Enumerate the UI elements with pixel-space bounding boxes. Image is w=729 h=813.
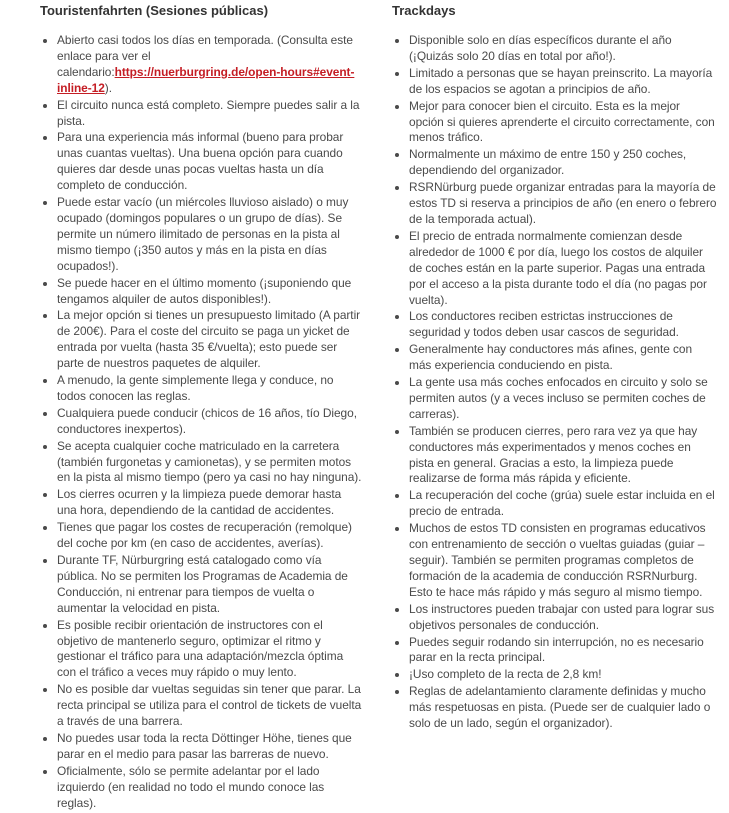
list-item: • Se puede hacer en el último momento (¡suponiendo que tengamos alquiler de autos disponibles!).: [57, 276, 362, 308]
trackdays-column: [366, 2, 729, 813]
list-item: • Se acepta cualquier coche matriculado en la carretera (también furgonetas y camionetas), y se permiten motos en la pista al mismo tiempo (pero ya casi no hay ninguna).: [57, 439, 362, 487]
list-item: • La recuperación del coche (grúa) suele estar incluida en el precio de entrada.: [409, 488, 717, 520]
list-item: • A menudo, la gente simplemente llega y conduce, no todos conocen las reglas.: [57, 373, 362, 405]
list-item: • La mejor opción si tienes un presupuesto limitado (A partir de 200€). Para el coste del circuito se paga un yicket de entrada por vuelta (hasta 35 €/vuelta); esto puede ser parte de nuestros paquetes de alquiler.: [57, 308, 362, 372]
list-item: • El circuito nunca está completo. Siempre puedes salir a la pista.: [57, 98, 362, 130]
list-item: • El precio de entrada normalmente comienzan desde alrededor de 1000 € por día, luego los costos de alquiler de coches están en la parte superior. Pagas una entrada por el acceso a la pista durante todo el día (no pagas por vuelta).: [409, 229, 717, 309]
list-item: [57, 33, 362, 97]
list-item: • Disponible solo en días específicos durante el año (¡Quizás solo 20 días en total por año!).: [409, 33, 717, 65]
list-item: • No es posible dar vueltas seguidas sin tener que parar. La recta principal se utiliza para el control de tickets de vuelta a través de una barrera.: [57, 682, 362, 730]
list-item: • ¡Uso completo de la recta de 2,8 km!: [409, 667, 717, 683]
list-item: • Durante TF, Nürburgring está catalogado como vía pública. No se permiten los Programas de Academia de Conducción, ni entrenar para tiempos de vuelta o aumentar la velocidad en pista.: [57, 553, 362, 617]
list-item: • Puede estar vacío (un miércoles lluvioso aislado) o muy ocupado (domingos populares o un grupo de días). Se permite un número ilimitado de personas en la pista al mismo tiempo (¡350 autos y más en la pista en días ocupados!).: [57, 195, 362, 275]
list-item: • Los instructores pueden trabajar con usted para lograr sus objetivos personales de conducción.: [409, 602, 717, 634]
touristenfahrten-heading: Touristenfahrten (Sesiones públicas): [40, 3, 269, 18]
list-item: • También se producen cierres, pero rara vez ya que hay conductores más experimentados y menos coches en pista en general. Gracias a esto, la limpieza puede realizarse de forma más rápida y eficiente.: [409, 424, 717, 488]
list-item: • Normalmente un máximo de entre 150 y 250 coches, dependiendo del organizador.: [409, 147, 717, 179]
list-item: • Cualquiera puede conducir (chicos de 16 años, tío Diego, conductores inexpertos).: [57, 406, 362, 438]
calendar-link[interactable]: https://nuerburgring.de/open-hours#event-inline-12: [57, 64, 355, 95]
touristenfahrten-list: [40, 33, 362, 812]
trackdays-heading: Trackdays: [392, 3, 456, 18]
list-item: • RSRNürburg puede organizar entradas para la mayoría de estos TD si reserva a principios de año (en enero o febrero de la temporada actual).: [409, 180, 717, 228]
touristenfahrten-column: [0, 2, 366, 813]
list-item: • Puedes seguir rodando sin interrupción, no es necesario parar en la recta principal.: [409, 635, 717, 667]
calendar-item-after: ).: [104, 80, 112, 95]
list-item: • Es posible recibir orientación de instructores con el objetivo de mantenerlo seguro, optimizar el ritmo y gestionar el tráfico para una adaptación/mezcla óptima con el tráfico a veces muy rápido o muy lento.: [57, 618, 362, 682]
list-item: • Limitado a personas que se hayan preinscrito. La mayoría de los espacios se agotan a principios de año.: [409, 66, 717, 98]
list-item: • Tienes que pagar los costes de recuperación (remolque) del coche por km (en caso de accidentes, averías).: [57, 520, 362, 552]
list-item: • Para una experiencia más informal (bueno para probar unas cuantas vueltas). Una buena opción para cuando quieres dar desde unas pocas vueltas hasta un día completo de conducción.: [57, 130, 362, 194]
list-item: • Oficialmente, sólo se permite adelantar por el lado izquierdo (en realidad no todo el mundo conoce las reglas).: [57, 764, 362, 812]
list-item: • Mejor para conocer bien el circuito. Esta es la mejor opción si quieres aprenderte el circuito correctamente, con menos tráfico.: [409, 99, 717, 147]
list-item: • Reglas de adelantamiento claramente definidas y mucho más respetuosas en pista. (Puede ser de cualquier lado o solo de un lado, según el organizador).: [409, 684, 717, 732]
list-item: • La gente usa más coches enfocados en circuito y solo se permiten autos (y a veces incluso se permiten coches de carreras).: [409, 375, 717, 423]
calendar-item-text: Abierto casi todos los días en temporada. (Consulta este enlace para ver el calendario:: [57, 33, 353, 79]
list-item: • Muchos de estos TD consisten en programas educativos con entrenamiento de sección o vueltas guiadas (guiar – seguir). También se permiten programas completos de formación de la academia de conducción RSRNurburg. Esto te hace más rápido y más seguro al mismo tiempo.: [409, 521, 717, 601]
list-item: • Los conductores reciben estrictas instrucciones de seguridad y todos deben usar cascos de seguridad.: [409, 309, 717, 341]
list-item: • Los cierres ocurren y la limpieza puede demorar hasta una hora, dependiendo de la cantidad de accidentes.: [57, 487, 362, 519]
list-item: • No puedes usar toda la recta Döttinger Höhe, tienes que parar en el medio para pasar las barreras de nuevo.: [57, 731, 362, 763]
trackdays-list: [392, 33, 717, 732]
list-item: • Generalmente hay conductores más afines, gente con más experiencia conduciendo en pista.: [409, 342, 717, 374]
